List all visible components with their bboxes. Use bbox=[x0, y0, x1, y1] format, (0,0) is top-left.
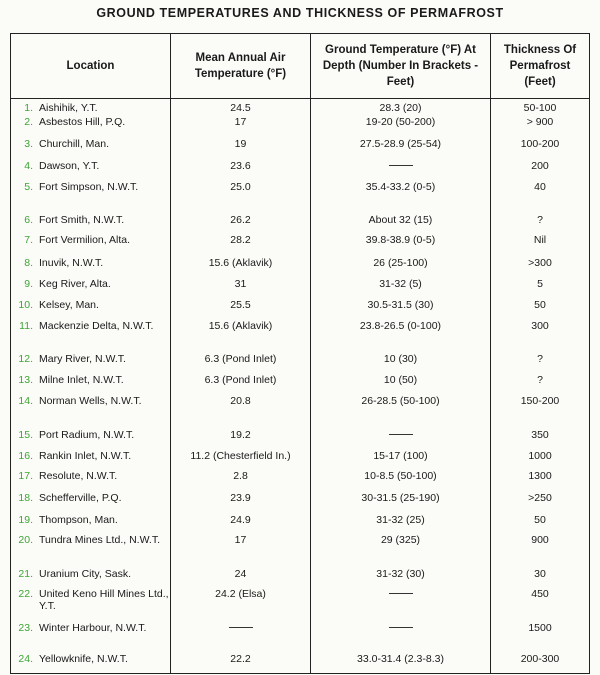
air-temperature-value: 15.6 (Aklavik) bbox=[208, 319, 273, 332]
header-air-temperature: Mean Annual Air Temperature (°F) bbox=[171, 34, 311, 99]
location-name: Keg River, Alta. bbox=[39, 277, 111, 290]
table-row bbox=[11, 99, 590, 115]
location-name: Mary River, N.W.T. bbox=[39, 352, 126, 365]
thickness-value: ? bbox=[537, 213, 543, 226]
location-cell bbox=[11, 511, 171, 532]
ground-temperature-cell bbox=[311, 179, 491, 211]
ground-temperature-value: 23.8-26.5 (0-100) bbox=[359, 319, 442, 332]
air-temperature-value: 24 bbox=[234, 567, 247, 580]
thickness-value: 900 bbox=[531, 533, 549, 546]
ground-temperature-value: 35.4-33.2 (0-5) bbox=[365, 180, 436, 193]
location-name: Port Radium, N.W.T. bbox=[39, 428, 135, 441]
header-thickness: Thickness Of Permafrost (Feet) bbox=[491, 34, 590, 99]
location-cell bbox=[11, 371, 171, 393]
row-number: 11. bbox=[19, 319, 33, 332]
dash-line bbox=[389, 434, 413, 435]
location-name: Aishihik, Y.T. bbox=[39, 102, 98, 114]
table-row bbox=[11, 253, 590, 276]
row-number: 22. bbox=[18, 587, 33, 600]
ground-temperature-cell bbox=[311, 158, 491, 179]
ground-temperature-cell bbox=[311, 489, 491, 511]
air-temperature-cell bbox=[171, 586, 311, 620]
location-cell bbox=[11, 393, 171, 425]
air-temperature-cell bbox=[171, 371, 311, 393]
table-row bbox=[11, 565, 590, 586]
row-number: 13. bbox=[18, 373, 33, 386]
location-name: Kelsey, Man. bbox=[39, 298, 99, 311]
location-name: United Keno Hill Mines Ltd., Y.T. bbox=[39, 587, 169, 612]
air-temperature-value: 26.2 bbox=[230, 213, 251, 226]
location-name: Yellowknife, N.W.T. bbox=[39, 652, 128, 665]
ground-temperature-cell bbox=[311, 115, 491, 136]
header-ground-temperature: Ground Temperature (°F) At Depth (Number In Brackets - Feet) bbox=[311, 34, 491, 99]
air-temperature-value: 25.0 bbox=[230, 180, 251, 193]
air-temperature-cell bbox=[171, 350, 311, 371]
location-cell bbox=[11, 276, 171, 297]
ground-temperature-value: 15-17 (100) bbox=[373, 449, 428, 462]
thickness-value: 150-200 bbox=[520, 394, 560, 407]
location-name: Winter Harbour, N.W.T. bbox=[39, 621, 147, 634]
dash-line bbox=[389, 165, 413, 166]
thickness-cell bbox=[491, 425, 590, 446]
air-temperature-cell bbox=[171, 253, 311, 276]
thickness-cell bbox=[491, 253, 590, 276]
location-name: Schefferville, P.Q. bbox=[39, 491, 122, 504]
location-cell bbox=[11, 99, 171, 115]
location-name: Fort Vermilion, Alta. bbox=[39, 233, 131, 246]
air-temperature-cell bbox=[171, 99, 311, 115]
thickness-cell bbox=[491, 620, 590, 650]
air-temperature-cell bbox=[171, 425, 311, 446]
table-row bbox=[11, 297, 590, 318]
row-number: 24. bbox=[18, 652, 33, 665]
thickness-value: 100-200 bbox=[520, 137, 560, 150]
air-temperature-cell bbox=[171, 393, 311, 425]
location-name: Resolute, N.W.T. bbox=[39, 469, 118, 482]
ground-temperature-value: 31-32 (25) bbox=[376, 513, 425, 526]
ground-temperature-cell bbox=[311, 468, 491, 489]
air-temperature-cell bbox=[171, 511, 311, 532]
thickness-cell bbox=[491, 350, 590, 371]
air-temperature-value: 17 bbox=[234, 115, 247, 128]
thickness-value: >300 bbox=[528, 256, 552, 269]
location-name: Uranium City, Sask. bbox=[39, 567, 131, 580]
table-row bbox=[11, 446, 590, 468]
air-temperature-cell bbox=[171, 446, 311, 468]
table-row bbox=[11, 371, 590, 393]
location-cell bbox=[11, 232, 171, 253]
location-name: Mackenzie Delta, N.W.T. bbox=[39, 319, 154, 332]
air-temperature-value: 19 bbox=[234, 137, 247, 150]
air-temperature-cell bbox=[171, 620, 311, 650]
table-row bbox=[11, 115, 590, 136]
dash-line bbox=[229, 627, 253, 628]
air-temperature-value: 24.9 bbox=[230, 513, 251, 526]
thickness-cell bbox=[491, 115, 590, 136]
ground-temperature-cell bbox=[311, 136, 491, 158]
thickness-cell bbox=[491, 650, 590, 674]
thickness-value: 1500 bbox=[528, 621, 552, 634]
ground-temperature-cell bbox=[311, 276, 491, 297]
ground-temperature-cell bbox=[311, 253, 491, 276]
air-temperature-value: 20.8 bbox=[230, 394, 251, 407]
ground-temperature-cell bbox=[311, 586, 491, 620]
location-cell bbox=[11, 489, 171, 511]
location-cell bbox=[11, 211, 171, 232]
thickness-value: 200-300 bbox=[520, 652, 560, 665]
location-cell bbox=[11, 650, 171, 674]
location-name: Thompson, Man. bbox=[39, 513, 118, 526]
header-row bbox=[11, 34, 590, 99]
air-temperature-cell bbox=[171, 468, 311, 489]
thickness-value: 5 bbox=[537, 277, 543, 290]
thickness-cell bbox=[491, 371, 590, 393]
thickness-value: ? bbox=[537, 373, 543, 386]
table-row bbox=[11, 211, 590, 232]
table-row bbox=[11, 158, 590, 179]
row-number: 2. bbox=[24, 115, 33, 128]
ground-temperature-cell bbox=[311, 650, 491, 674]
air-temperature-cell bbox=[171, 115, 311, 136]
ground-temperature-cell bbox=[311, 232, 491, 253]
row-number: 17. bbox=[18, 469, 33, 482]
table-row bbox=[11, 136, 590, 158]
thickness-value: 30 bbox=[534, 567, 546, 580]
permafrost-table bbox=[10, 33, 590, 674]
ground-temperature-value: 19-20 (50-200) bbox=[365, 115, 436, 128]
air-temperature-value: 23.9 bbox=[230, 491, 251, 504]
row-number: 16. bbox=[18, 449, 33, 462]
table-row bbox=[11, 393, 590, 425]
location-name: Fort Simpson, N.W.T. bbox=[39, 180, 139, 193]
table-row bbox=[11, 489, 590, 511]
location-cell bbox=[11, 297, 171, 318]
location-cell bbox=[11, 115, 171, 136]
ground-temperature-value: 30-31.5 (25-190) bbox=[361, 491, 440, 504]
ground-temperature-cell bbox=[311, 99, 491, 115]
air-temperature-cell bbox=[171, 136, 311, 158]
ground-temperature-cell bbox=[311, 318, 491, 350]
thickness-cell bbox=[491, 276, 590, 297]
ground-temperature-value: 39.8-38.9 (0-5) bbox=[365, 233, 436, 246]
ground-temperature-cell bbox=[311, 446, 491, 468]
thickness-value: 300 bbox=[531, 319, 549, 332]
air-temperature-cell bbox=[171, 158, 311, 179]
thickness-cell bbox=[491, 511, 590, 532]
thickness-cell bbox=[491, 179, 590, 211]
location-name: Dawson, Y.T. bbox=[39, 159, 100, 172]
table-row bbox=[11, 586, 590, 620]
row-number: 12. bbox=[18, 352, 33, 365]
location-cell bbox=[11, 532, 171, 565]
air-temperature-value: 11.2 (Chesterfield In.) bbox=[190, 449, 291, 462]
table-row bbox=[11, 350, 590, 371]
location-cell bbox=[11, 179, 171, 211]
location-cell bbox=[11, 586, 171, 620]
row-number: 9. bbox=[24, 277, 33, 290]
air-temperature-cell bbox=[171, 489, 311, 511]
table-row bbox=[11, 179, 590, 211]
table-row bbox=[11, 532, 590, 565]
thickness-cell bbox=[491, 446, 590, 468]
page-title: GROUND TEMPERATURES AND THICKNESS OF PERMAFROST bbox=[96, 6, 504, 20]
row-number: 5. bbox=[24, 180, 33, 193]
thickness-value: 1300 bbox=[528, 469, 552, 482]
air-temperature-cell bbox=[171, 179, 311, 211]
thickness-cell bbox=[491, 586, 590, 620]
location-name: Tundra Mines Ltd., N.W.T. bbox=[39, 533, 160, 546]
thickness-cell bbox=[491, 232, 590, 253]
location-cell bbox=[11, 136, 171, 158]
table-row bbox=[11, 232, 590, 253]
thickness-cell bbox=[491, 211, 590, 232]
table-body bbox=[11, 99, 590, 674]
air-temperature-value: 24.2 (Elsa) bbox=[215, 587, 266, 600]
thickness-value: Nil bbox=[533, 233, 547, 246]
table-row bbox=[11, 425, 590, 446]
air-temperature-cell bbox=[171, 232, 311, 253]
ground-temperature-value: 29 (325) bbox=[380, 533, 421, 546]
row-number: 3. bbox=[24, 137, 33, 150]
ground-temperature-value: 26 (25-100) bbox=[373, 256, 428, 269]
ground-temperature-cell bbox=[311, 565, 491, 586]
row-number: 23. bbox=[18, 621, 33, 634]
ground-temperature-value: 10 (30) bbox=[383, 352, 418, 365]
thickness-value: 40 bbox=[534, 180, 546, 193]
row-number: 1. bbox=[24, 102, 33, 114]
ground-temperature-cell bbox=[311, 511, 491, 532]
air-temperature-value: 28.2 bbox=[230, 233, 251, 246]
table-row bbox=[11, 650, 590, 674]
location-name: Milne Inlet, N.W.T. bbox=[39, 373, 124, 386]
thickness-value: 1000 bbox=[528, 449, 552, 462]
ground-temperature-value: 28.3 (20) bbox=[379, 102, 422, 114]
row-number: 21. bbox=[18, 567, 33, 580]
ground-temperature-value: 31-32 (5) bbox=[379, 277, 422, 290]
air-temperature-value: 23.6 bbox=[230, 159, 251, 172]
location-name: Fort Smith, N.W.T. bbox=[39, 213, 125, 226]
ground-temperature-value: 33.0-31.4 (2.3-8.3) bbox=[357, 652, 444, 665]
row-number: 6. bbox=[24, 213, 33, 226]
air-temperature-value: 2.8 bbox=[233, 469, 248, 482]
air-temperature-cell bbox=[171, 318, 311, 350]
ground-temperature-cell bbox=[311, 425, 491, 446]
air-temperature-value: 19.2 bbox=[230, 428, 251, 441]
table-row bbox=[11, 318, 590, 350]
location-name: Churchill, Man. bbox=[39, 137, 110, 150]
row-number: 15. bbox=[18, 428, 33, 441]
air-temperature-cell bbox=[171, 565, 311, 586]
ground-temperature-cell bbox=[311, 371, 491, 393]
air-temperature-cell bbox=[171, 297, 311, 318]
location-cell bbox=[11, 468, 171, 489]
location-name: Asbestos Hill, P.Q. bbox=[39, 115, 126, 128]
air-temperature-value: 25.5 bbox=[230, 298, 251, 311]
thickness-value: 50-100 bbox=[523, 102, 557, 114]
ground-temperature-cell bbox=[311, 350, 491, 371]
ground-temperature-value: 10 (50) bbox=[383, 373, 418, 386]
ground-temperature-cell bbox=[311, 297, 491, 318]
location-name: Inuvik, N.W.T. bbox=[39, 256, 104, 269]
location-cell bbox=[11, 446, 171, 468]
dash-line bbox=[389, 627, 413, 628]
header-location: Location bbox=[11, 34, 171, 99]
air-temperature-cell bbox=[171, 650, 311, 674]
table-row bbox=[11, 276, 590, 297]
row-number: 14. bbox=[18, 394, 33, 407]
thickness-value: 50 bbox=[534, 298, 546, 311]
thickness-cell bbox=[491, 297, 590, 318]
air-temperature-value: 22.2 bbox=[230, 652, 251, 665]
table-row bbox=[11, 468, 590, 489]
ground-temperature-cell bbox=[311, 211, 491, 232]
thickness-cell bbox=[491, 318, 590, 350]
location-cell bbox=[11, 425, 171, 446]
thickness-cell bbox=[491, 489, 590, 511]
ground-temperature-value: 10-8.5 (50-100) bbox=[364, 469, 437, 482]
row-number: 18. bbox=[18, 491, 33, 504]
thickness-value: >250 bbox=[528, 491, 552, 504]
thickness-cell bbox=[491, 468, 590, 489]
air-temperature-value: 31 bbox=[234, 277, 247, 290]
thickness-cell bbox=[491, 393, 590, 425]
thickness-cell bbox=[491, 532, 590, 565]
ground-temperature-cell bbox=[311, 393, 491, 425]
row-number: 7. bbox=[24, 233, 33, 246]
location-cell bbox=[11, 318, 171, 350]
air-temperature-cell bbox=[171, 276, 311, 297]
thickness-cell bbox=[491, 158, 590, 179]
row-number: 10. bbox=[18, 298, 33, 311]
air-temperature-cell bbox=[171, 211, 311, 232]
ground-temperature-cell bbox=[311, 620, 491, 650]
table-row bbox=[11, 620, 590, 650]
ground-temperature-value: 26-28.5 (50-100) bbox=[361, 394, 440, 407]
location-cell bbox=[11, 565, 171, 586]
location-cell bbox=[11, 350, 171, 371]
ground-temperature-value: 27.5-28.9 (25-54) bbox=[359, 137, 442, 150]
air-temperature-value: 24.5 bbox=[230, 102, 251, 114]
location-cell bbox=[11, 620, 171, 650]
row-number: 8. bbox=[24, 256, 33, 269]
thickness-cell bbox=[491, 99, 590, 115]
location-cell bbox=[11, 253, 171, 276]
air-temperature-value: 6.3 (Pond Inlet) bbox=[204, 373, 277, 386]
air-temperature-value: 6.3 (Pond Inlet) bbox=[204, 352, 277, 365]
thickness-value: 200 bbox=[531, 159, 549, 172]
thickness-cell bbox=[491, 136, 590, 158]
ground-temperature-value: 31-32 (30) bbox=[376, 567, 425, 580]
row-number: 20. bbox=[18, 533, 33, 546]
location-name: Rankin Inlet, N.W.T. bbox=[39, 449, 132, 462]
thickness-value: 450 bbox=[531, 587, 549, 600]
air-temperature-value: 17 bbox=[234, 533, 247, 546]
thickness-value: ? bbox=[537, 352, 543, 365]
row-number: 19. bbox=[18, 513, 33, 526]
thickness-value: 350 bbox=[531, 428, 549, 441]
air-temperature-value: 15.6 (Aklavik) bbox=[208, 256, 273, 269]
thickness-value: 50 bbox=[534, 513, 546, 526]
location-name: Norman Wells, N.W.T. bbox=[39, 394, 142, 407]
air-temperature-cell bbox=[171, 532, 311, 565]
table-row bbox=[11, 511, 590, 532]
location-cell bbox=[11, 158, 171, 179]
ground-temperature-value: 30.5-31.5 (30) bbox=[367, 298, 434, 311]
dash-line bbox=[389, 593, 413, 594]
ground-temperature-value: About 32 (15) bbox=[368, 213, 433, 226]
row-number: 4. bbox=[24, 159, 33, 172]
thickness-cell bbox=[491, 565, 590, 586]
thickness-value: > 900 bbox=[526, 115, 554, 128]
ground-temperature-cell bbox=[311, 532, 491, 565]
